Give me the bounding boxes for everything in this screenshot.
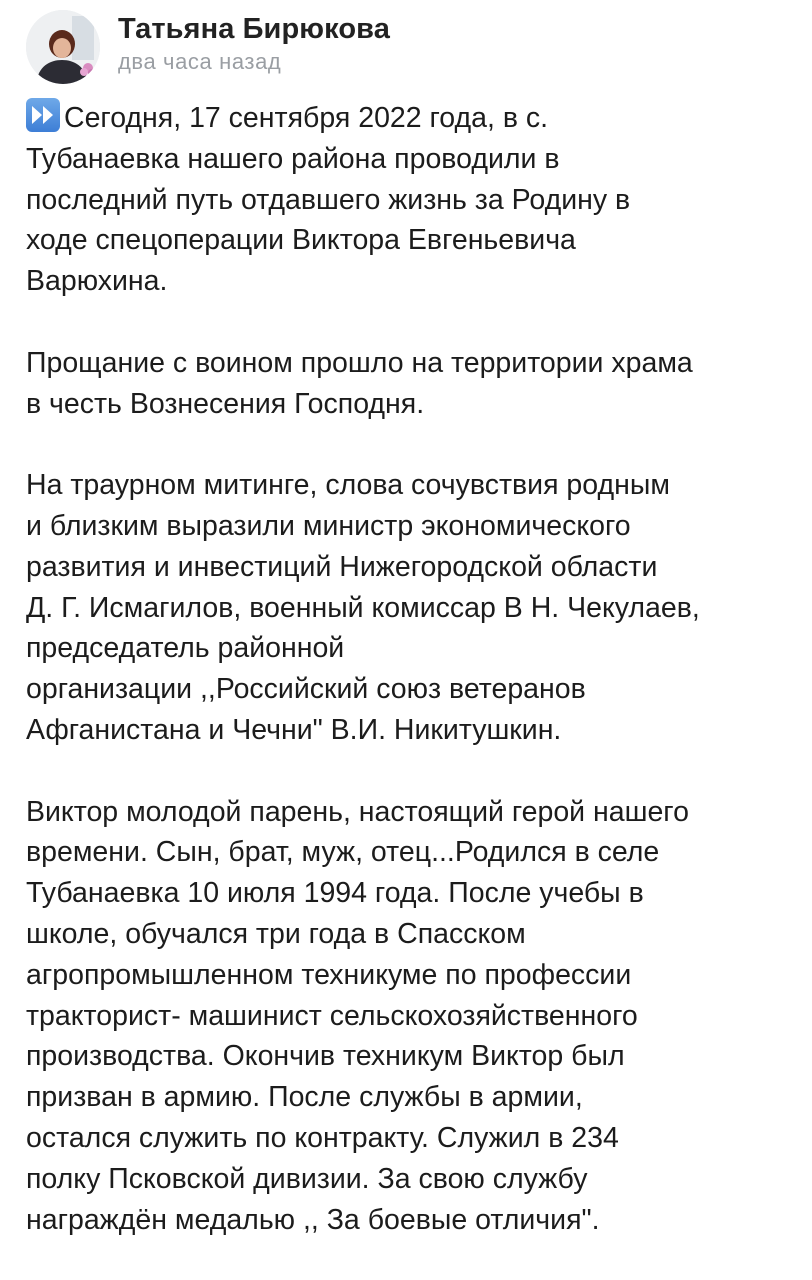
post-text bbox=[26, 98, 796, 1240]
post-paragraph: Прощание с воином прошло на территории храма в честь Вознесения Господня. bbox=[26, 346, 693, 420]
post-paragraph: Виктор молодой парень, настоящий герой нашего времени. Сын, брат, муж, отец...Родился в селе Тубанаевка 10 июля 1994 года. После учебы в школе, обучался три года в Спасском агропромышленном техникуме по профессии тракторист- машинист сельскохозяйственного производства. Окончив техникум Виктор был призван в армию. После службы в армии, остался служить по контракту. Служил в 234 полку Псковской дивизии. За свою службу награждён медалью ,, За боевые отличия". bbox=[26, 795, 689, 1236]
post-paragraph: На траурном митинге, слова сочувствия родным и близким выразили министр экономического развития и инвестиций Нижегородской области Д. Г. Исмагилов, военный комиссар В Н. Чекулаев, председатель районной организации ,,Российский союз ветеранов Афганистана и Чечни" В.И. Никитушкин. bbox=[26, 469, 700, 746]
author-name[interactable]: Татьяна Бирюкова bbox=[118, 13, 390, 45]
avatar-photo-icon bbox=[26, 10, 100, 84]
fast-forward-icon bbox=[26, 98, 60, 132]
post-header bbox=[26, 10, 792, 84]
post-paragraph bbox=[26, 98, 796, 302]
post-paragraph-text: Сегодня, 17 сентября 2022 года, в с. Тубанаевка нашего района проводили в последний путь отдавшего жизнь за Родину в ходе спецоперации Виктора Евгеньевича Варюхина. bbox=[26, 102, 631, 298]
author-block bbox=[118, 13, 390, 77]
author-avatar[interactable] bbox=[26, 10, 100, 84]
post-timestamp[interactable]: два часа назад bbox=[118, 49, 282, 74]
